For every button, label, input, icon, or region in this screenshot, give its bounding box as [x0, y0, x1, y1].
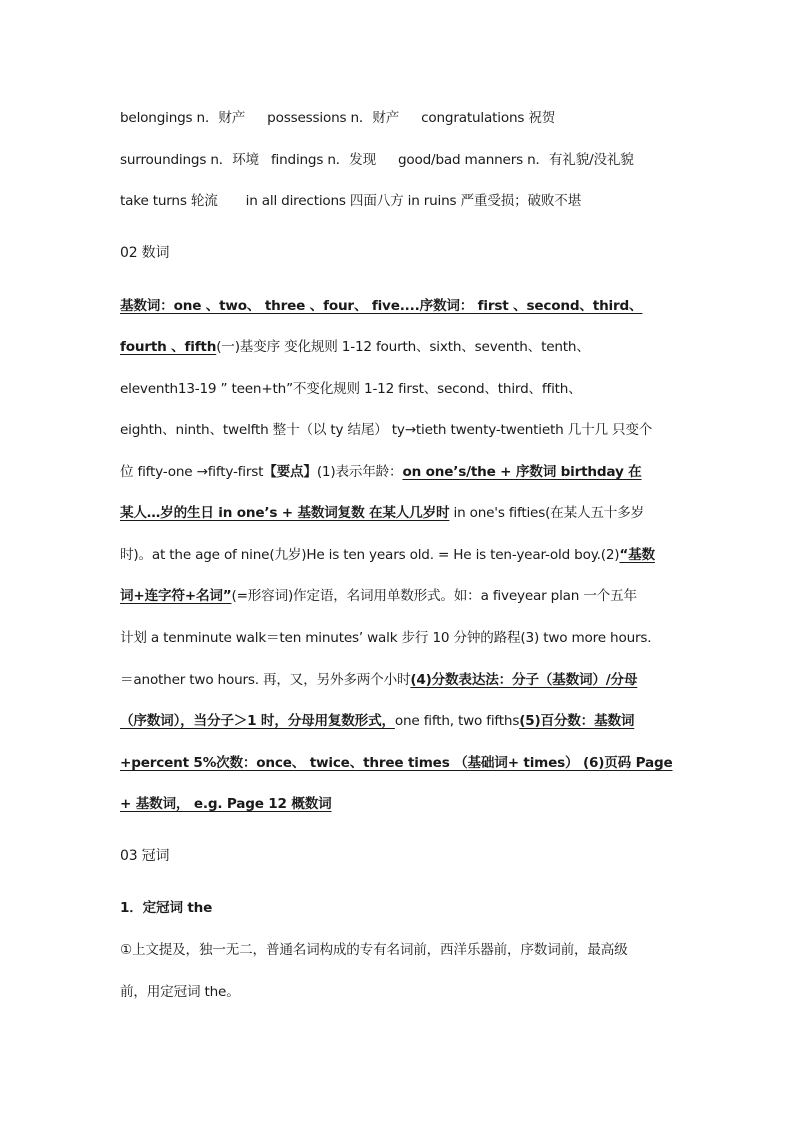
- vocab-directions-ruins: in all directions 四面八方 in ruins 严重受损；破败不堪: [245, 193, 582, 209]
- vocab-manners: good/bad manners n．有礼貌/没礼貌: [397, 152, 634, 168]
- numerals-line-2: [120, 337, 680, 357]
- numerals-line-5: [120, 462, 680, 482]
- fifty-first-text: 位 fifty-one →fifty-first: [120, 464, 264, 480]
- ordinal-rules-text: (一)基变序 变化规则 1-12 fourth、sixth、seventh、tenth、: [216, 339, 590, 355]
- numerals-line-7: [120, 545, 680, 565]
- section-heading-numerals: 02 数词: [120, 245, 170, 261]
- fifties-text: in one's fifties(在某人五十多岁: [449, 505, 644, 521]
- numerals-line-13: + 基数词， e.g. Page 12 概数词: [120, 796, 332, 812]
- vocab-surroundings: surroundings n．环境: [120, 152, 259, 168]
- numerals-line-4: eighth、ninth、twelfth 整十（以 ty 结尾） ty→tieth twenty-twentieth 几十几 只变个: [120, 422, 653, 438]
- section-heading-articles: 03 冠词: [120, 848, 170, 864]
- ordinal-fourth-fifth: fourth 、fifth: [120, 339, 217, 355]
- age-example: 时)。at the age of nine(九岁)He is ten years old. = He is ten-year-old boy.(2): [120, 547, 620, 563]
- vocab-possessions: possessions n．财产: [267, 110, 400, 126]
- birthday-phrase: on one’s/the + 序数词 birthday 在: [402, 464, 642, 480]
- vocab-line-3: [120, 191, 680, 211]
- vocab-take-turns: take turns 轮流: [120, 193, 218, 209]
- vocab-line-1: [120, 108, 680, 128]
- numerals-line-12: +percent 5%次数：once、 twice、three times （基础词+ times） (6)页码 Page: [120, 755, 673, 771]
- vocab-congratulations: congratulations 祝贺: [421, 110, 556, 126]
- vocab-belongings: belongings n．财产: [120, 110, 246, 126]
- numerals-line-1: 基数词：one 、two、 three 、four、 five....序数词： first 、second、third、: [120, 298, 643, 314]
- age-rule-label: (1)表示年龄：: [316, 464, 403, 480]
- age-phrase: 某人…岁的生日 in one’s + 基数词复数 在某人几岁时: [120, 505, 450, 521]
- another-text: ＝another two hours. 再，又，另外多两个小时: [120, 672, 411, 688]
- compound-rule-end: 词+连字符+名词”: [120, 588, 232, 604]
- percent-rule: (5)百分数：基数词: [519, 713, 635, 729]
- key-points-label: 【要点】: [263, 464, 317, 480]
- numerals-line-10: [120, 670, 680, 690]
- numerals-line-6: [120, 503, 680, 523]
- subheading-definite-article: 1．定冠词 the: [120, 900, 213, 916]
- vocab-findings: findings n．发现: [270, 152, 376, 168]
- numerals-line-8: [120, 586, 680, 606]
- articles-paragraph-line-1: ①上文提及，独一无二，普通名词构成的专有名词前，西洋乐器前，序数词前，最高级: [120, 942, 628, 958]
- compound-rule-start: “基数: [619, 547, 655, 563]
- numerals-line-3: eleventh13-19 ” teen+th”不变化规则 1-12 first、second、third、ffith、: [120, 381, 582, 397]
- fraction-rule: (4)分数表达法：分子（基数词）/分母: [410, 672, 638, 688]
- fraction-rule-cont: （序数词），当分子＞1 时，分母用复数形式，: [120, 713, 395, 729]
- vocab-line-2: [120, 150, 680, 170]
- articles-paragraph-line-2: 前，用定冠词 the。: [120, 984, 240, 1000]
- numerals-line-11: [120, 711, 680, 731]
- numerals-line-9: 计划 a tenminute walk＝ten minutes’ walk 步行 10 分钟的路程(3) two more hours.: [120, 630, 652, 646]
- fraction-example: one fifth, two fifths: [394, 713, 520, 729]
- compound-rule-text: (=形容词)作定语，名词用单数形式。如：a fiveyear plan 一个五年: [231, 588, 637, 604]
